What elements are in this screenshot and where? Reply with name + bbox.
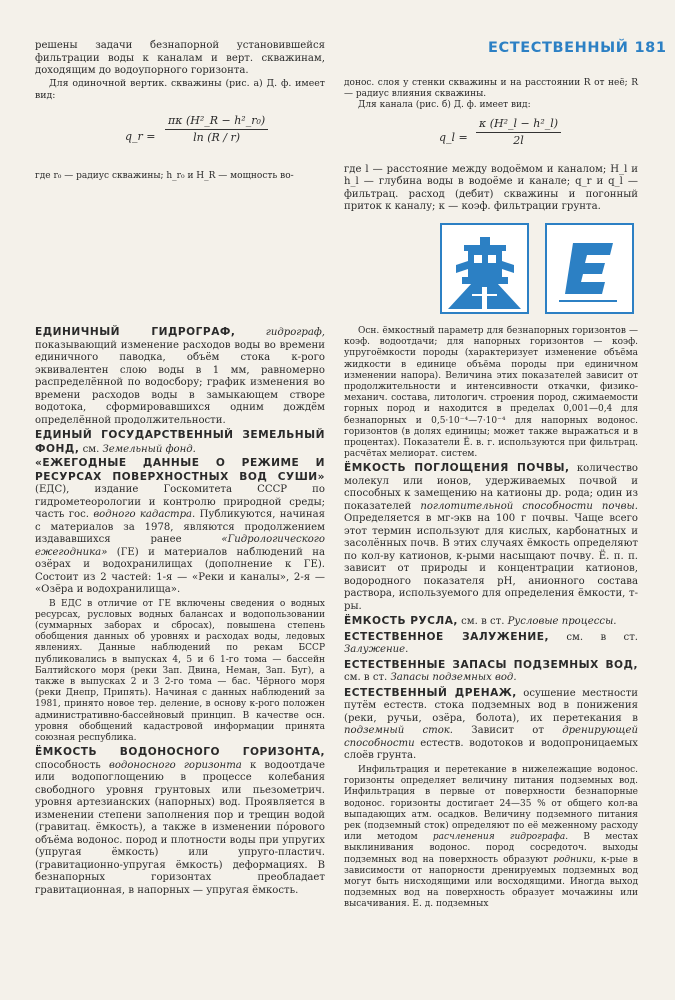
natural-drainage-note-ref2: родники, <box>553 854 596 865</box>
entry-aquifer-capacity-head: ЁМКОСТЬ ВОДОНОСНОГО ГОРИЗОНТА, <box>35 746 325 759</box>
left-top-block <box>35 40 325 182</box>
natural-drainage-note-ref1: расчленения гидрографа. <box>432 832 569 843</box>
formula-well-numerator: πκ (H²_R − h²_r₀) <box>165 114 268 130</box>
entry-soil-absorption-head: ЁМКОСТЬ ПОГЛОЩЕНИЯ ПОЧВЫ, <box>344 462 570 475</box>
entry-natural-drainage-ref2: дренирующей способности <box>344 725 638 749</box>
natural-drainage-note <box>344 765 638 911</box>
entry-aquifer-capacity-body1: способность <box>35 759 101 771</box>
entry-channel-capacity-head: ЁМКОСТЬ РУСЛА, <box>344 615 458 628</box>
entry-aquifer-capacity-body2: к водоотдаче или водопоглощению в процессе колебания свободного уровня грунтовых или пьезометрич. уровня артезианских (напорных) вод. Проявляется в изменении степени заполнения пор и трещин водой (гравитац. ёмкость), а также в изменении пóрового объёма водонос. пород и плотности воды при упругих (упругая ёмкость) или упруго-пластич. (гравитационно-упругая ёмкость) деформациях. В безнапорных горизонтах преобладает гравитационная, в напорных — упругая ёмкость. <box>35 759 325 896</box>
running-head <box>488 40 667 56</box>
entry-eds-body1: (ЕДС), издание Госкомитета СССР по гидрометеорологии и контролю природной среды; часть гос. <box>35 484 325 520</box>
natural-drainage-note-a: Инфильтрация и перетекание в нижележащие водонос. горизонты определяет величину питания подземных вод. Инфильтрация в первые от поверхности безнапорные водонос. горизонты достигает 24—35 % от общего кол-ва выпадающих атм. осадков. Величину подземного питания рек (подземный сток) определяют по её меженному расходу или методом <box>344 764 638 843</box>
entry-natural-groundwater-cm: см. в ст. <box>344 672 388 684</box>
entry-natural-grassing-head: ЕСТЕСТВЕННОЕ ЗАЛУЖЕНИЕ, <box>344 630 550 643</box>
entry-eds-ref1: водного кадастра. <box>93 509 196 520</box>
left-top-p3: где r₀ — радиус скважины; h_r₀ и H_R — мощность во- <box>35 170 294 181</box>
entry-eds-body2: Публикуются, начиная с материалов за 1978, являются продолжением издававшихся ранее <box>35 509 325 545</box>
entry-unit-hydrograph-ref: гидрограф, <box>265 327 325 338</box>
entry-land-fund <box>35 429 325 456</box>
entry-channel-capacity-ref: Русловые процессы. <box>507 616 617 628</box>
letter-e-logo-icon <box>545 223 634 314</box>
entry-natural-drainage-body2: Зависит от <box>471 725 544 737</box>
formula-well <box>35 106 325 168</box>
entry-aquifer-capacity-ref: водоносного горизонта <box>108 759 242 771</box>
entry-natural-drainage-head: ЕСТЕСТВЕННЫЙ ДРЕНАЖ, <box>344 686 517 699</box>
entry-eds-head: «ЕЖЕГОДНЫЕ ДАННЫЕ О РЕЖИМЕ И РЕСУРСАХ ПОВЕРХНОСТНЫХ ВОД СУШИ» <box>35 457 325 483</box>
right-top-p3: где l — расстояние между водоёмом и каналом; H_l и h_l — глубина воды в водоёме и канале; q_r и q_l — фильтрац. расход (дебит) скважины и погонный приток к каналу; κ — коэф. фильтрации грунта. <box>344 163 638 213</box>
formula-well-lhs: q_r = <box>125 129 156 143</box>
entry-natural-groundwater-ref: Запасы подземных вод. <box>390 672 517 684</box>
entry-natural-grassing-ref: Залужение. <box>344 644 409 656</box>
entry-natural-grassing <box>344 631 638 657</box>
entry-unit-hydrograph-body: показывающий изменение расходов воды во времени единичного паводка, объём стока к-рого эквивалентен слою воды в 1 мм, равномерно распределённой по водосбору; график изменения во времени расходов воды в замыкающем створе водотока, сформировавшихся одним дождём определённой продолжительности. <box>35 339 325 426</box>
formula-canal-numerator: κ (H²_l − h²_l) <box>476 117 561 133</box>
entry-natural-grassing-cm: см. в ст. <box>566 631 639 643</box>
entry-natural-groundwater <box>344 659 638 685</box>
page-number: 181 <box>634 40 667 56</box>
entry-soil-absorption-body2: Определяется в мг-экв на 100 г почвы. Чаще всего этот термин используют для кислых, карбонатных и засолённых почв. В этих случаях ёмкость определяют по кол-ву катионов, к-рыми насыщают почву. Ё. п. п. зависит от природы и концентрации катионов, водородного показателя рН, анионного состава раствора, используемого для определения ёмкости, т-ры. <box>344 513 638 612</box>
entry-natural-drainage-body1: осушение местности путём естеств. стока подземных вод в понижения (реки, ручьи, озёра, болота), их перетекания в <box>344 687 639 724</box>
right-top-p2: Для канала (рис. б) Д. ф. имеет вид: <box>358 100 531 111</box>
entry-unit-hydrograph <box>35 326 325 427</box>
right-top-block <box>344 78 638 214</box>
entry-aquifer-capacity <box>35 746 325 897</box>
entry-channel-capacity-cm: см. в ст. <box>461 616 505 628</box>
formula-well-fraction <box>165 114 268 145</box>
formula-canal-fraction <box>476 117 561 148</box>
formula-canal-denominator: 2l <box>513 133 524 147</box>
entry-natural-drainage <box>344 687 638 763</box>
entry-natural-drainage-ref1: подземный сток. <box>344 725 454 737</box>
entry-land-fund-head: ЕДИНЫЙ ГОСУДАРСТВЕННЫЙ ЗЕМЕЛЬНЫЙ ФОНД, <box>35 429 325 455</box>
excavator-logo-graphic <box>442 225 527 312</box>
running-head-word: ЕСТЕСТВЕННЫЙ <box>488 40 629 56</box>
entry-land-fund-cm: см. <box>82 443 100 455</box>
formula-canal <box>344 115 638 161</box>
right-column <box>344 326 638 911</box>
entry-eds-ref2: «Гидрологического ежегодника» <box>35 534 325 558</box>
entry-eds <box>35 457 325 597</box>
left-top-p1: решены задачи безнапорной установившейся фильтрации воды к каналам и верт. скважинам, доходящим до водоупорного горизонта. <box>35 40 325 76</box>
entry-natural-groundwater-head: ЕСТЕСТВЕННЫЕ ЗАПАСЫ ПОДЗЕМНЫХ ВОД, <box>344 658 638 671</box>
natural-drainage-note-b: В местах выклинивания водонос. пород сосредоточ. выходы подземных вод на поверхность образуют <box>344 832 638 865</box>
formula-canal-lhs: q_l = <box>439 130 468 144</box>
entry-natural-drainage-body3: естеств. водотоков и водопроницаемых слоёв грунта. <box>344 737 639 762</box>
entry-land-fund-ref: Земельный фонд. <box>102 443 196 455</box>
entry-eds-body3: (ГЕ) и материалов наблюдений на озёрах и водохранилищах (дополнение к ГЕ). Состоит из 2 частей: 1-я — «Реки и каналы», 2-я — «Озёра и водохранилища». <box>35 546 325 595</box>
entry-soil-absorption-ref: поглотительной способности почвы. <box>420 500 638 512</box>
natural-drainage-note-c: к-рые в зависимости от напорности дренируемых подземных вод могут быть нисходящими или восходящими. Иногда выход подземных вод на поверхность образует мочажины или высачивания. Е. д. подземных <box>344 854 638 910</box>
entry-soil-absorption <box>344 462 638 613</box>
left-top-p2: Для одиночной вертик. скважины (рис. а) Д. ф. имеет вид: <box>35 77 325 101</box>
entry-unit-hydrograph-head: ЕДИНИЧНЫЙ ГИДРОГРАФ, <box>35 326 236 338</box>
excavator-logo-icon <box>440 223 529 314</box>
entry-eds-note: В ЕДС в отличие от ГЕ включены сведения о водных ресурсах, русловых водных балансах и водопользовании (суммарных заборах и сбросах), повышена степень обобщения данных об уровнях и расходах воды, ледовых явлениях. Данные наблюдений по рекам БССР публиковались в выпусках 4, 5 и 6 1-го тома — бассейн Балтийского моря (реки Зап. Двина, Неман, Зап. Буг), а также в выпусках 2 и 3 2-го тома — бас. Чёрного моря (реки Днепр, Припять). Начиная с данных наблюдений за 1981, принято новое тер. деление, в основу к-рого положен административно-бассейновый принцип. В качестве осн. уровня обобщений кадастровой информации принята союзная республика. <box>35 598 325 743</box>
entry-channel-capacity <box>344 615 638 629</box>
letter-e-logo-graphic <box>547 225 632 312</box>
formula-well-denominator: ln (R / r) <box>193 130 241 144</box>
aquifer-capacity-note: Осн. ёмкостный параметр для безнапорных горизонтов — коэф. водоотдачи; для напорных горизонтов — коэф. упругоёмкости породы (характеризует изменение объёма жидкости в единице объёма породы при единичном изменении напора). Величина этих показателей зависит от продолжительности и интенсивности откачки, физико-механич. состава, литологич. строения пород, сжимаемости горных пород и находится в пределах 0,001—0,4 для безнапорных и 0,5·10⁻⁴—7·10⁻⁴ для напорных водонос. горизонтов (в долях единицы; может также выражаться и в процентах). Показатели Ё. в. г. используются при фильтрац. расчётах мелиорат. систем. <box>344 326 638 460</box>
right-top-p1: донос. слоя у стенки скважины и на расстоянии R от неё; R — радиус влияния скважины. <box>344 78 638 100</box>
entry-soil-absorption-body1: количество молекул или ионов, удерживаемых почвой и способных к замещению на катионы др. рода; один из показателей <box>344 463 638 512</box>
left-column <box>35 326 325 897</box>
